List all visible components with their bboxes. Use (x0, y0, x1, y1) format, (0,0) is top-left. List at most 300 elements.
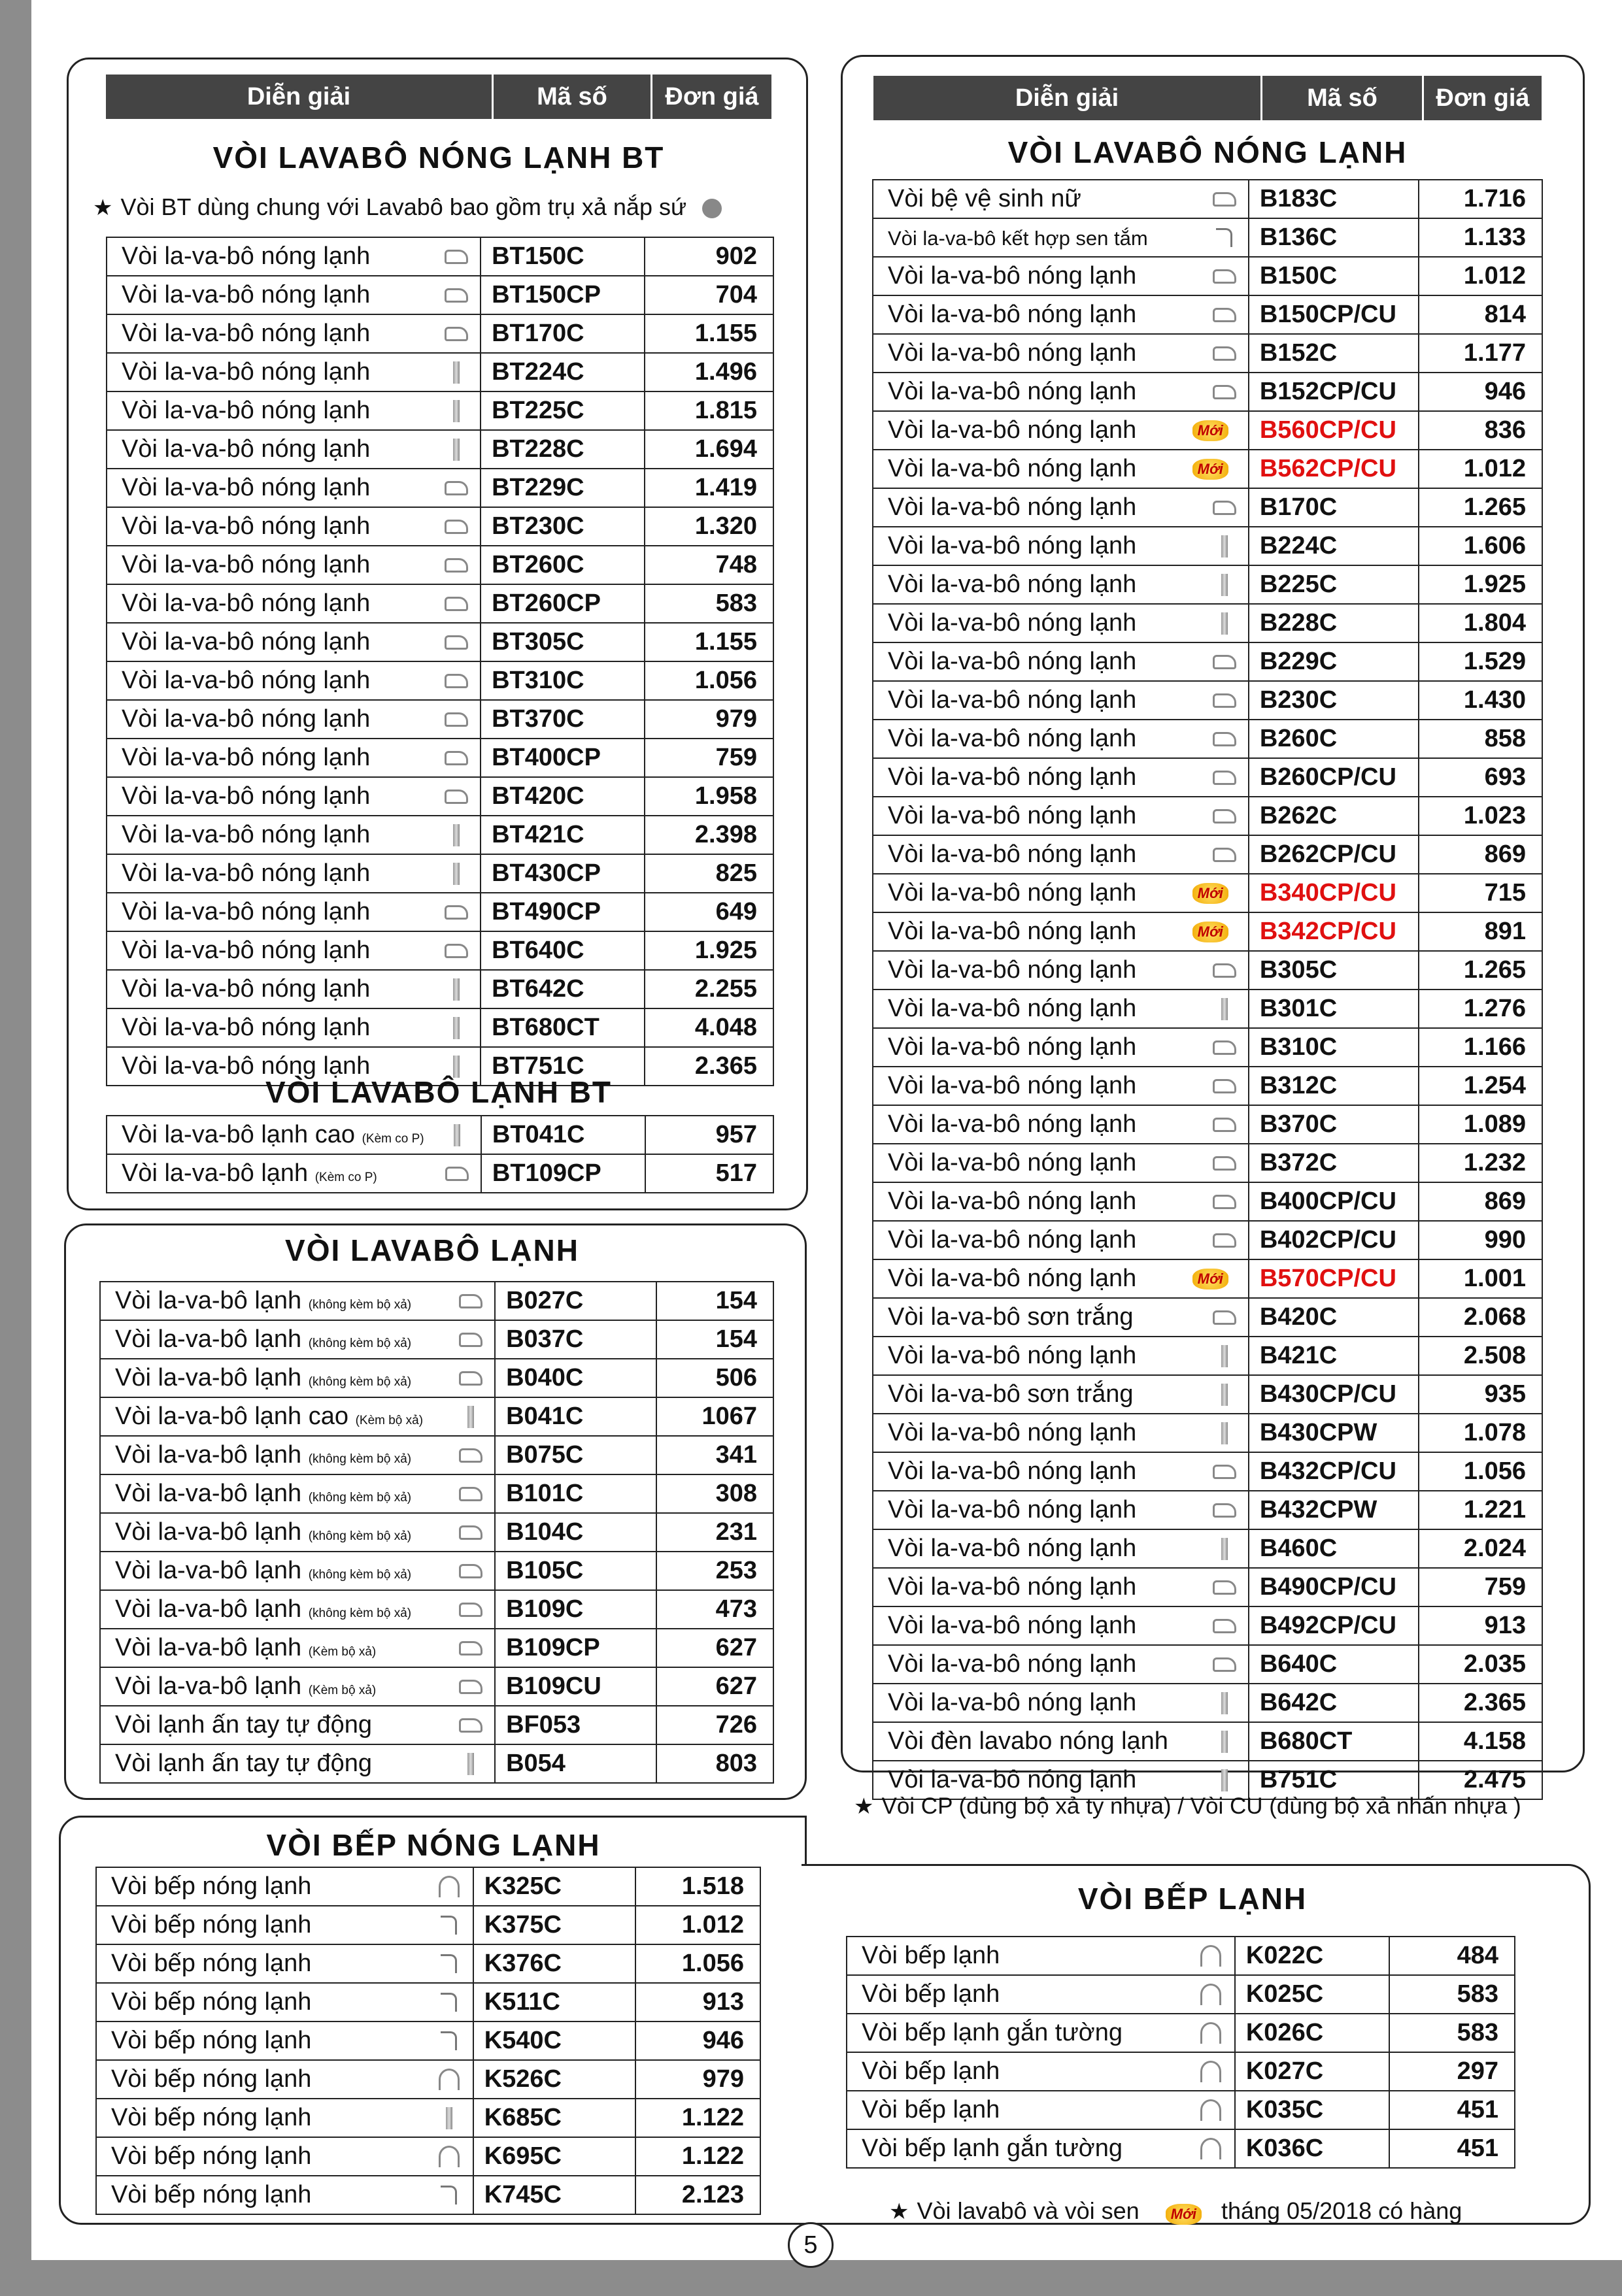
header-description: Diễn giải (1015, 84, 1119, 112)
product-price: 1.001 (1419, 1259, 1542, 1298)
product-code: B109CP (495, 1629, 656, 1667)
faucet-icon (445, 746, 468, 770)
table-row (873, 1144, 1542, 1182)
product-price: 473 (656, 1590, 773, 1629)
product-name: Vòi la-va-bô nóng lạnh (888, 763, 1137, 791)
tall-faucet-icon (1213, 1769, 1236, 1792)
faucet-icon (459, 1521, 482, 1544)
product-code: BT680CT (481, 1008, 645, 1047)
product-name: Vòi la-va-bô nóng lạnh (122, 474, 371, 501)
product-name: Vòi la-va-bô nóng lạnh (122, 859, 371, 887)
product-code: K035C (1235, 2091, 1389, 2129)
faucet-icon (445, 592, 468, 616)
product-name: Vòi la-va-bô nóng lạnh (122, 435, 371, 463)
product-code: K526C (473, 2060, 635, 2099)
product-name: Vòi la-va-bô nóng lạnh (888, 1496, 1137, 1523)
product-price: 1.122 (635, 2137, 760, 2176)
table-row (107, 777, 773, 816)
product-code: B075C (495, 1436, 656, 1474)
product-description (100, 1359, 495, 1397)
product-price: 1.925 (1419, 565, 1542, 604)
product-name: Vòi la-va-bô nóng lạnh (122, 667, 371, 694)
faucet-icon (1213, 650, 1236, 674)
product-description (873, 1414, 1249, 1452)
product-price: 1.078 (1419, 1414, 1542, 1452)
product-price: 693 (1419, 758, 1542, 797)
product-price: 704 (645, 276, 773, 314)
table-row (873, 295, 1542, 334)
product-code: B642C (1249, 1684, 1419, 1722)
product-description (873, 642, 1249, 681)
new-badge: Mới (1192, 920, 1228, 944)
product-price: 4.048 (645, 1008, 773, 1047)
product-description (873, 1298, 1249, 1337)
product-name: Vòi la-va-bô nóng lạnh (888, 725, 1137, 752)
header-code: Mã số (492, 75, 650, 119)
product-name: Vòi bếp lạnh (862, 1980, 1000, 2008)
table-row (107, 584, 773, 623)
lavabo-bt-table (106, 237, 774, 1086)
product-name: Vòi bếp lạnh (862, 2057, 1000, 2085)
table-row (873, 1182, 1542, 1221)
product-price: 946 (635, 2021, 760, 2060)
product-price: 1.496 (645, 353, 773, 391)
faucet-icon (1213, 1229, 1236, 1252)
product-description (873, 758, 1249, 797)
product-name: Vòi la-va-bô nóng lạnh (122, 705, 371, 733)
table-row (873, 1645, 1542, 1684)
product-code: K511C (473, 1983, 635, 2021)
table-row (873, 527, 1542, 565)
faucet-icon (459, 1637, 482, 1660)
product-price: 1.815 (645, 391, 773, 430)
gooseneck-icon (1199, 1944, 1223, 1968)
product-name: Vòi la-va-bô nóng lạnh (122, 281, 371, 308)
product-price: 341 (656, 1436, 773, 1474)
product-price: 627 (656, 1667, 773, 1706)
product-description (847, 2129, 1235, 2168)
table-row (107, 893, 773, 931)
faucet-icon (1213, 1499, 1236, 1522)
faucet-icon (1213, 1653, 1236, 1676)
tall-faucet-icon (445, 399, 468, 423)
table-row (100, 1744, 773, 1783)
product-price: 1.419 (645, 469, 773, 507)
product-name: Vòi la-va-bô lạnh (115, 1364, 302, 1391)
product-code-new: B340CP/CU (1249, 874, 1419, 912)
product-code: B260CP/CU (1249, 758, 1419, 797)
product-price: 2.068 (1419, 1298, 1542, 1337)
product-description (873, 565, 1249, 604)
product-description (107, 430, 481, 469)
product-price: 1.221 (1419, 1491, 1542, 1529)
product-description (96, 2021, 473, 2060)
product-code: K325C (473, 1867, 635, 1906)
product-name: Vòi la-va-bô nóng lạnh (122, 1014, 371, 1041)
star-icon: ★ (93, 195, 113, 220)
product-code: B170C (1249, 488, 1419, 527)
header-description: Diễn giải (246, 82, 351, 110)
faucet-icon (1213, 1576, 1236, 1599)
product-description (873, 1337, 1249, 1375)
header-price: Đơn giá (1422, 76, 1542, 120)
product-name: Vòi la-va-bô nóng lạnh (122, 782, 371, 810)
product-price: 858 (1419, 720, 1542, 758)
table-row (96, 1906, 760, 1944)
product-code: K025C (1235, 1975, 1389, 2014)
product-price: 913 (635, 1983, 760, 2021)
product-description (847, 2014, 1235, 2052)
product-code: B152C (1249, 334, 1419, 373)
drain-cap-icon (702, 199, 722, 218)
product-price: 715 (1419, 874, 1542, 912)
product-price: 1.925 (645, 931, 773, 970)
tall-faucet-icon (445, 438, 468, 461)
product-description (873, 951, 1249, 990)
faucet-icon (1213, 843, 1236, 867)
product-name: Vòi lạnh ấn tay tự động (115, 1711, 373, 1739)
product-name: Vòi la-va-bô nóng lạnh (888, 918, 1137, 945)
product-price: 1.012 (1419, 450, 1542, 488)
product-price: 583 (1389, 1975, 1515, 2014)
product-name: Vòi la-va-bô nóng lạnh (122, 320, 371, 347)
product-description (847, 1937, 1235, 1975)
section-title-bep-nong-lanh: VÒI BẾP NÓNG LẠNH (266, 1828, 601, 1862)
row-note: (không kèm bộ xả) (308, 1452, 412, 1466)
product-description (100, 1474, 495, 1513)
row-note: (không kèm bộ xả) (308, 1606, 412, 1620)
product-price: 627 (656, 1629, 773, 1667)
row-note: (Kèm bộ xả) (308, 1645, 377, 1659)
faucet-icon (1213, 805, 1236, 828)
product-price: 451 (1389, 2129, 1515, 2168)
product-description (100, 1282, 495, 1320)
product-price: 649 (645, 893, 773, 931)
table-row (107, 314, 773, 353)
product-name: Vòi la-va-bô nóng lạnh (888, 840, 1137, 868)
product-description (107, 1154, 481, 1193)
table-row (96, 2099, 760, 2137)
product-description (107, 700, 481, 739)
product-price: 957 (645, 1116, 773, 1154)
product-price: 1.232 (1419, 1144, 1542, 1182)
table-row (873, 874, 1542, 912)
product-price: 2.475 (1419, 1761, 1542, 1799)
product-price: 1.155 (645, 314, 773, 353)
table-row (107, 430, 773, 469)
product-price: 2.508 (1419, 1337, 1542, 1375)
product-code: BT490CP (481, 893, 645, 931)
product-description (100, 1436, 495, 1474)
product-description (100, 1397, 495, 1436)
page-number: 5 (788, 2222, 834, 2268)
faucet-icon (445, 901, 468, 924)
table-row (107, 1116, 773, 1154)
tall-faucet-icon (1213, 1691, 1236, 1715)
row-note: (không kèm bộ xả) (308, 1298, 412, 1312)
product-description (873, 1105, 1249, 1144)
product-description (847, 2091, 1235, 2129)
product-name: Vòi la-va-bô nóng lạnh (122, 1052, 371, 1080)
product-price: 1.155 (645, 623, 773, 661)
product-price: 1.056 (635, 1944, 760, 1983)
product-description (873, 488, 1249, 527)
faucet-icon (459, 1444, 482, 1467)
product-description (107, 507, 481, 546)
product-price: 759 (1419, 1568, 1542, 1606)
product-price: 1.133 (1419, 218, 1542, 257)
faucet-icon (459, 1598, 482, 1622)
gooseneck-icon (1199, 2099, 1223, 2122)
table-row (847, 2091, 1515, 2129)
row-note: (Kèm co P) (362, 1132, 424, 1146)
product-name: Vòi la-va-bô kết hợp sen tắm (888, 227, 1148, 250)
product-description (96, 1906, 473, 1944)
product-name: Vòi la-va-bô nóng lạnh (122, 898, 371, 925)
product-description (847, 1975, 1235, 2014)
faucet-icon (445, 939, 468, 963)
product-description (873, 1028, 1249, 1067)
product-description (873, 912, 1249, 951)
faucet-icon (1213, 1190, 1236, 1214)
table-row (873, 1529, 1542, 1568)
product-description (873, 1259, 1249, 1298)
product-description (873, 1144, 1249, 1182)
product-code: B421C (1249, 1337, 1419, 1375)
faucet-icon (445, 1162, 469, 1186)
section-title-lavabo-lanh-bt: VÒI LAVABÔ LẠNH BT (265, 1075, 613, 1109)
row-note: (không kèm bộ xả) (308, 1375, 412, 1389)
table-row (100, 1359, 773, 1397)
product-price: 979 (645, 700, 773, 739)
faucet-icon (1213, 188, 1236, 211)
table-row (107, 970, 773, 1008)
product-code-new: B342CP/CU (1249, 912, 1419, 951)
product-price: 1.012 (635, 1906, 760, 1944)
product-description (873, 990, 1249, 1028)
faucet-icon (445, 284, 468, 307)
product-description (107, 931, 481, 970)
faucet-icon (1213, 1460, 1236, 1484)
product-name: Vòi la-va-bô nóng lạnh (888, 1689, 1137, 1716)
kitchen-faucet-icon (437, 1914, 461, 1937)
faucet-icon (445, 631, 468, 654)
product-code: B420C (1249, 1298, 1419, 1337)
product-code: B041C (495, 1397, 656, 1436)
product-code: B432CP/CU (1249, 1452, 1419, 1491)
product-code: B430CPW (1249, 1414, 1419, 1452)
table-row (107, 507, 773, 546)
product-code: B310C (1249, 1028, 1419, 1067)
table-row (847, 2052, 1515, 2091)
product-price: 4.158 (1419, 1722, 1542, 1761)
product-code: K540C (473, 2021, 635, 2060)
product-name: Vòi la-va-bô nóng lạnh (888, 1033, 1137, 1061)
table-row (107, 700, 773, 739)
table-row (100, 1436, 773, 1474)
product-price: 484 (1389, 1937, 1515, 1975)
section-title-lavabo-nong-lanh: VÒI LAVABÔ NÓNG LẠNH (1007, 135, 1408, 169)
product-name: Vòi lạnh ấn tay tự động (115, 1750, 373, 1777)
table-header (106, 75, 771, 119)
product-name: Vòi la-va-bô nóng lạnh (888, 1650, 1137, 1678)
faucet-icon (1213, 727, 1236, 751)
product-name: Vòi la-va-bô nóng lạnh (888, 416, 1137, 444)
product-description (96, 2137, 473, 2176)
faucet-icon (459, 1328, 482, 1352)
product-code: K695C (473, 2137, 635, 2176)
faucet-icon (1213, 689, 1236, 712)
table-row (873, 180, 1542, 218)
product-code: B105C (495, 1552, 656, 1590)
product-name: Vòi la-va-bô nóng lạnh (888, 1149, 1137, 1176)
tall-faucet-icon (445, 978, 468, 1001)
product-price: 1.529 (1419, 642, 1542, 681)
product-price: 1.056 (1419, 1452, 1542, 1491)
table-row (873, 797, 1542, 835)
product-description (873, 527, 1249, 565)
gooseneck-icon (437, 2145, 461, 2169)
product-name: Vòi la-va-bô lạnh (115, 1634, 302, 1661)
product-code: K026C (1235, 2014, 1389, 2052)
table-row (873, 450, 1542, 488)
product-code: B150C (1249, 257, 1419, 295)
table-row (100, 1474, 773, 1513)
product-description (107, 854, 481, 893)
product-description (107, 970, 481, 1008)
product-code: B400CP/CU (1249, 1182, 1419, 1221)
product-name: Vòi la-va-bô nóng lạnh (122, 628, 371, 656)
product-price: 869 (1419, 1182, 1542, 1221)
product-name: Vòi la-va-bô nóng lạnh (888, 1265, 1137, 1292)
table-row (107, 854, 773, 893)
product-price: 1.320 (645, 507, 773, 546)
faucet-icon (459, 1675, 482, 1699)
product-description (107, 546, 481, 584)
product-price: 154 (656, 1320, 773, 1359)
product-code: B372C (1249, 1144, 1419, 1182)
product-description (100, 1667, 495, 1706)
product-name: Vòi bếp nóng lạnh (111, 2065, 312, 2093)
product-description (96, 2099, 473, 2137)
faucet-icon (1213, 303, 1236, 327)
product-code: B680CT (1249, 1722, 1419, 1761)
product-code: B260C (1249, 720, 1419, 758)
product-name: Vòi la-va-bô lạnh (115, 1672, 302, 1700)
product-code: K685C (473, 2099, 635, 2137)
product-price: 1.804 (1419, 604, 1542, 642)
table-row (107, 469, 773, 507)
tall-faucet-icon (1213, 1537, 1236, 1561)
product-code: BT751C (481, 1047, 645, 1086)
product-name: Vòi la-va-bô nóng lạnh (888, 1535, 1137, 1562)
product-name: Vòi la-va-bô lạnh (115, 1325, 302, 1353)
product-code: B301C (1249, 990, 1419, 1028)
product-description (96, 2060, 473, 2099)
product-name: Vòi la-va-bô nóng lạnh (122, 242, 371, 270)
product-code: BT260C (481, 546, 645, 584)
table-row (107, 353, 773, 391)
product-name: Vòi la-va-bô sơn trắng (888, 1303, 1134, 1331)
lavabo-bt-note: ★ Vòi BT dùng chung với Lavabô bao gồm trụ xả nắp sứ (93, 193, 786, 221)
section-title-lavabo-lanh: VÒI LAVABÔ LẠNH (285, 1233, 579, 1267)
faucet-icon (1213, 959, 1236, 982)
bep-lanh-table (846, 1936, 1515, 2169)
table-row (873, 565, 1542, 604)
table-row (873, 1491, 1542, 1529)
table-row (100, 1706, 773, 1744)
tall-faucet-icon (445, 361, 468, 384)
row-note: (không kèm bộ xả) (308, 1491, 412, 1505)
faucet-icon (445, 322, 468, 346)
table-row (100, 1629, 773, 1667)
product-price: 1.265 (1419, 951, 1542, 990)
product-name: Vòi la-va-bô lạnh (115, 1595, 302, 1623)
product-price: 506 (656, 1359, 773, 1397)
shower-icon (1213, 226, 1236, 250)
table-row (107, 739, 773, 777)
table-row (96, 2176, 760, 2214)
product-name: Vòi la-va-bô lạnh (115, 1557, 302, 1584)
product-price: 1.089 (1419, 1105, 1542, 1144)
product-description (100, 1590, 495, 1629)
product-price: 2.024 (1419, 1529, 1542, 1568)
product-code: BT642C (481, 970, 645, 1008)
product-code: B370C (1249, 1105, 1419, 1144)
product-name: Vòi bếp lạnh gắn tường (862, 2135, 1123, 2162)
product-description (847, 2052, 1235, 2091)
product-description (873, 1067, 1249, 1105)
faucet-icon (459, 1289, 482, 1313)
product-description (873, 1645, 1249, 1684)
product-description (873, 334, 1249, 373)
gooseneck-icon (1199, 2021, 1223, 2045)
product-code: BT305C (481, 623, 645, 661)
table-row (847, 2129, 1515, 2168)
product-price: 759 (645, 739, 773, 777)
product-code: B027C (495, 1282, 656, 1320)
product-price: 935 (1419, 1375, 1542, 1414)
new-stock-note: ★ Vòi lavabô và vòi sen Mới tháng 05/2018 có hàng (889, 2197, 1462, 2224)
product-description (873, 411, 1249, 450)
product-name: Vòi bếp lạnh (862, 2096, 1000, 2123)
product-price: 2.123 (635, 2176, 760, 2214)
product-code: BT370C (481, 700, 645, 739)
new-badge: Mới (1192, 1267, 1228, 1291)
product-description (873, 1568, 1249, 1606)
tall-faucet-icon (1213, 1730, 1236, 1754)
header-code: Mã số (1260, 76, 1422, 120)
product-name: Vòi la-va-bô nóng lạnh (888, 1457, 1137, 1485)
product-description (107, 661, 481, 700)
table-header-right (873, 76, 1542, 120)
lavabo-lanh-table (99, 1281, 774, 1784)
product-price: 1.056 (645, 661, 773, 700)
product-price: 946 (1419, 373, 1542, 411)
faucet-icon (459, 1482, 482, 1506)
gooseneck-icon (437, 2068, 461, 2091)
product-code: BT310C (481, 661, 645, 700)
product-description (873, 1491, 1249, 1529)
faucet-icon (1213, 1036, 1236, 1059)
product-code: BF053 (495, 1706, 656, 1744)
product-code: B229C (1249, 642, 1419, 681)
product-name: Vòi la-va-bô nóng lạnh (122, 975, 371, 1003)
new-badge: Mới (1166, 2204, 1202, 2225)
faucet-icon (1213, 1614, 1236, 1638)
product-description (873, 1722, 1249, 1761)
product-code: B432CPW (1249, 1491, 1419, 1529)
